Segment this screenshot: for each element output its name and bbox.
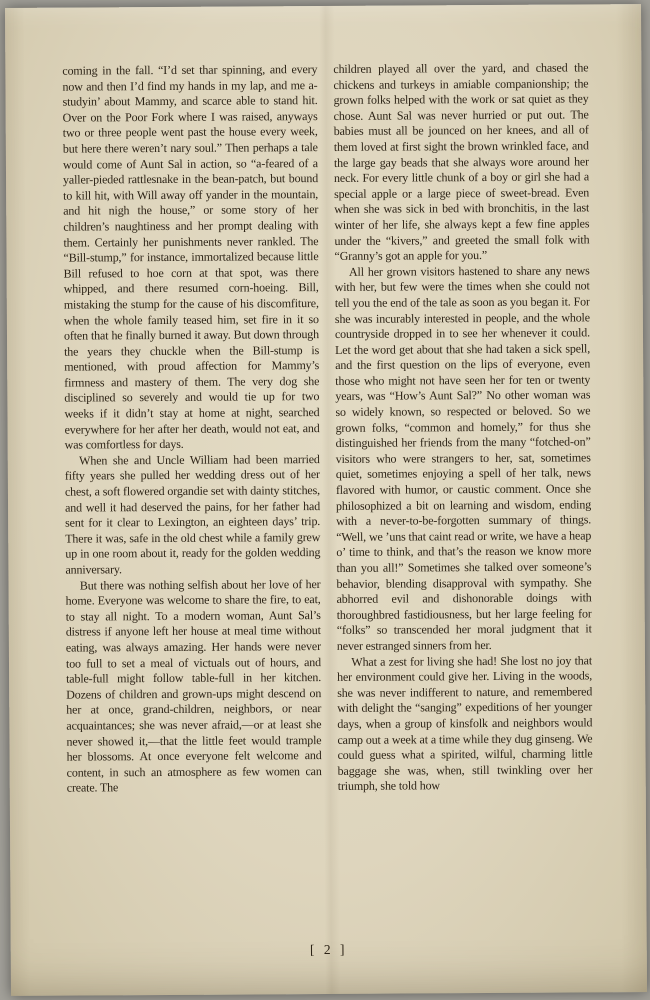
page-number: [ 2 ]	[309, 941, 348, 958]
left-column	[62, 62, 322, 948]
paragraph: All her grown visitors hastened to share any news with her, but few were the times when she could not tell you the end of the tale as soon as you began it. For she was incurably interested in people, and the whole countryside dropped in to see her whenever it could. Let the word get about that she had taken a sick spell, and the first question on the lips of everyone, even those who might not have seen her for ten or twenty years, was “How’s Aunt Sal?” No other woman was so widely known, so respected or beloved. So we grown folks, “common and homely,” for thus she distinguished her friends from the many “fotched-on” visitors who were strangers to her, sat, sometimes quiet, sometimes enjoying a spell of her talk, news flavored with humor, or caustic comment. Once she philosophized a bit on learning and wisdom, ending with a never-to-be-forgotten summary of things. “Well, we ’uns that caint read or write, we have a heap o’ time to think, and that’s the reason we know more than you all!” Sometimes she talked over someone’s behavior, blending disapproval with sympathy. She abhorred evil and dishonorable doings with thoroughbred fastidiousness, but her large feeling for “folks” so transcended her moral judgment that it never estranged sinners from her.	[334, 263, 592, 653]
paragraph: When she and Uncle William had been married fifty years she pulled her wedding dress out of her chest, a soft flowered organdie set with dainty stitches, and well it had deserved the pains, for her father had sent for it clear to Lexington, an eighteen days’ trip. There it was, safe in the old chest while a family grew up in one room about it, ready for the golden wedding anniversary.	[64, 451, 321, 577]
paragraph: coming in the fall. “I’d set thar spinning, and every now and then I’d find my hands in my lap, and me a-studyin’ about Mammy, and scarce able to stand hit. Over on the Poor Fork where I was raised, anyways two or three people went past the house every week, but here there weren’t nary soul.” Then perhaps a tale would come of Aunt Sal in action, so “a-feared of a yaller-pieded rattlesnake in the bean-patch, but bound to kill hit, with Will away off yander in the mountain, and hit nigh the house,” or some story of her children’s naughtiness and her prompt dealing with them. Certainly her punishments never rankled. The “Bill-stump,” for instance, immortalized because little Bill refused to hoe corn at that spot, was there whipped, and there resumed corn-hoeing. Bill, mistaking the stump for the cause of his discomfiture, when the whole family teased him, set fire in it so often that he finally burned it away. But down through the years they chuckle when the Bill-stump is mentioned, with proud affection for Mammy’s firmness and mastery of them. The very dog she disciplined so severely and would tie up for two weeks if it didn’t stay at home at night, searched everywhere for her after her death, would not eat, and was comfortless for days.	[62, 62, 320, 452]
page-text	[62, 60, 593, 947]
paragraph: But there was nothing selfish about her love of her home. Everyone was welcome to share the fire, to eat, to stay all night. To a modern woman, Aunt Sal’s distress if anyone left her house at meal time without eating, was always amazing. Her hands were never too full to set a meal of victuals out of hours, and table-full might follow table-full in her kitchen. Dozens of children and grown-ups might descend on her at once, grand-children, neighbors, or near acquaintances; she was never afraid,—or at least she never showed it,—that the little feet would trample her blossoms. At once everyone felt welcome and content, in such an atmosphere as few women can create. The	[65, 576, 322, 795]
right-column	[333, 60, 593, 946]
paragraph: What a zest for living she had! She lost no joy that her environment could give her. Living in the woods, she was never indifferent to nature, and remembered with delight the “sanging” expeditions of her younger days, when a group of kinsfolk and neighbors would camp out a week at a time while they dug ginseng. We could guess what a spirited, wilful, charming little baggage she was, when, still twinkling over her triumph, she told how	[337, 652, 593, 794]
book-page	[5, 4, 647, 996]
paragraph: children played all over the yard, and chased the chickens and turkeys in amiable companionship; the grown folks helped with the work or sat quiet as they chose. Aunt Sal was never hurried or put out. The babies must all be jounced on her knees, and all of them loved at first sight the brown wrinkled face, and the large gay beads that she always wore around her neck. For every little chunk of a boy or girl she had a special apple or a large piece of sweet-bread. Even when she was sick in bed with bronchitis, in the last winter of her life, she always kept a few fine apples under the “kivers,” and greeted the small folk with “Granny’s got an apple for you.”	[333, 60, 590, 264]
